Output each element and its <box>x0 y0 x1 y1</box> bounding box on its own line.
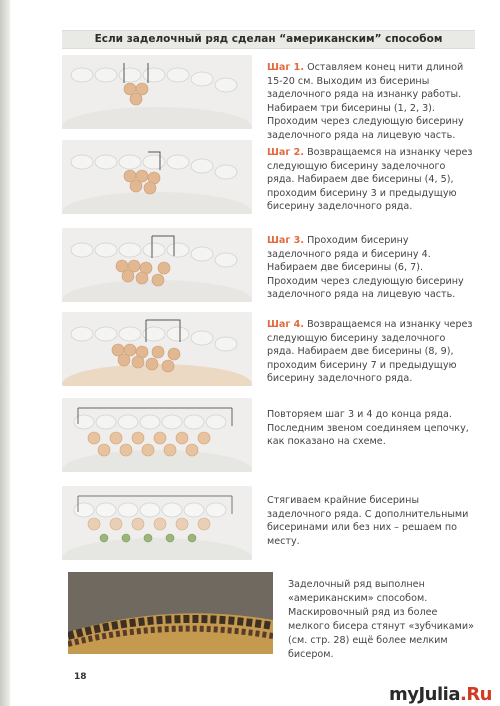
bead-diagram-2 <box>62 140 252 214</box>
step-6-illustration <box>62 486 252 560</box>
step-2-lead: Шаг 2. <box>267 147 304 158</box>
watermark-main: myJulia <box>388 684 460 705</box>
step-2 <box>62 140 475 214</box>
photo-caption: Заделочный ряд выполнен «американским» способом. Маскировочный ряд из более мелкого бисера стянут «зубчиками» (см. стр. 28) ещё более мелким бисером. <box>288 579 474 660</box>
step-5-body: Повторяем шаг 3 и 4 до конца ряда. Последним звеном соединяем цепочку, как показано на схеме. <box>267 409 469 448</box>
step-6-text <box>267 494 475 548</box>
bead-diagram-5 <box>62 398 252 472</box>
step-5 <box>62 398 475 472</box>
step-4-text <box>267 318 475 386</box>
step-2-text <box>267 146 475 214</box>
bead-diagram-4 <box>62 312 252 386</box>
step-3-lead: Шаг 3. <box>267 235 304 246</box>
page-number: 18 <box>74 672 87 682</box>
step-1-body: Оставляем конец нити длиной 15-20 см. Выходим из бисерины заделочного ряда на изнанку работы. Набираем три бисерины (1, 2, 3). Проходим через следующую бисерину заделочного ряда на лицевую часть. <box>267 62 464 141</box>
step-1 <box>62 55 475 141</box>
step-1-lead: Шаг 1. <box>267 62 304 73</box>
beadwork-photo <box>68 572 273 654</box>
step-3-illustration <box>62 228 252 302</box>
bead-diagram-6 <box>62 486 252 560</box>
watermark-accent: .Ru <box>459 684 492 705</box>
step-4 <box>62 312 475 386</box>
beadwork-photo-art <box>68 572 273 654</box>
step-5-illustration <box>62 398 252 472</box>
site-watermark <box>389 684 492 705</box>
step-2-body: Возвращаемся на изнанку через следующую бисерину заделочного ряда. Набираем две бисерины (4, 5), проходим бисерину 3 и предыдущую бисерину заделочного ряда. <box>267 147 473 213</box>
step-1-text <box>267 61 475 143</box>
step-3 <box>62 228 475 302</box>
bead-diagram-1 <box>62 55 252 129</box>
step-4-body: Возвращаемся на изнанку через следующую бисерину заделочного ряда. Набираем две бисерины (8, 9), проходим бисерину 7 и предыдущую бисерину заделочного ряда. <box>267 319 473 385</box>
step-1-illustration <box>62 55 252 129</box>
step-5-text <box>267 408 475 449</box>
step-3-text <box>267 234 475 302</box>
section-title: Если заделочный ряд сделан “американским” способом <box>94 33 443 45</box>
page-spine <box>0 0 10 706</box>
step-4-lead: Шаг 4. <box>267 319 304 330</box>
step-6-body: Стягиваем крайние бисерины заделочного ряда. С дополнительными бисеринами или без них – решаем по месту. <box>267 495 469 547</box>
step-2-illustration <box>62 140 252 214</box>
section-header <box>62 30 475 49</box>
step-4-illustration <box>62 312 252 386</box>
step-3-body: Проходим бисерину заделочного ряда и бисерину 4. Набираем две бисерины (6, 7). Проходим через следующую бисерину заделочного ряда на лицевую часть. <box>267 235 464 301</box>
step-6 <box>62 486 475 560</box>
bead-diagram-3 <box>62 228 252 302</box>
